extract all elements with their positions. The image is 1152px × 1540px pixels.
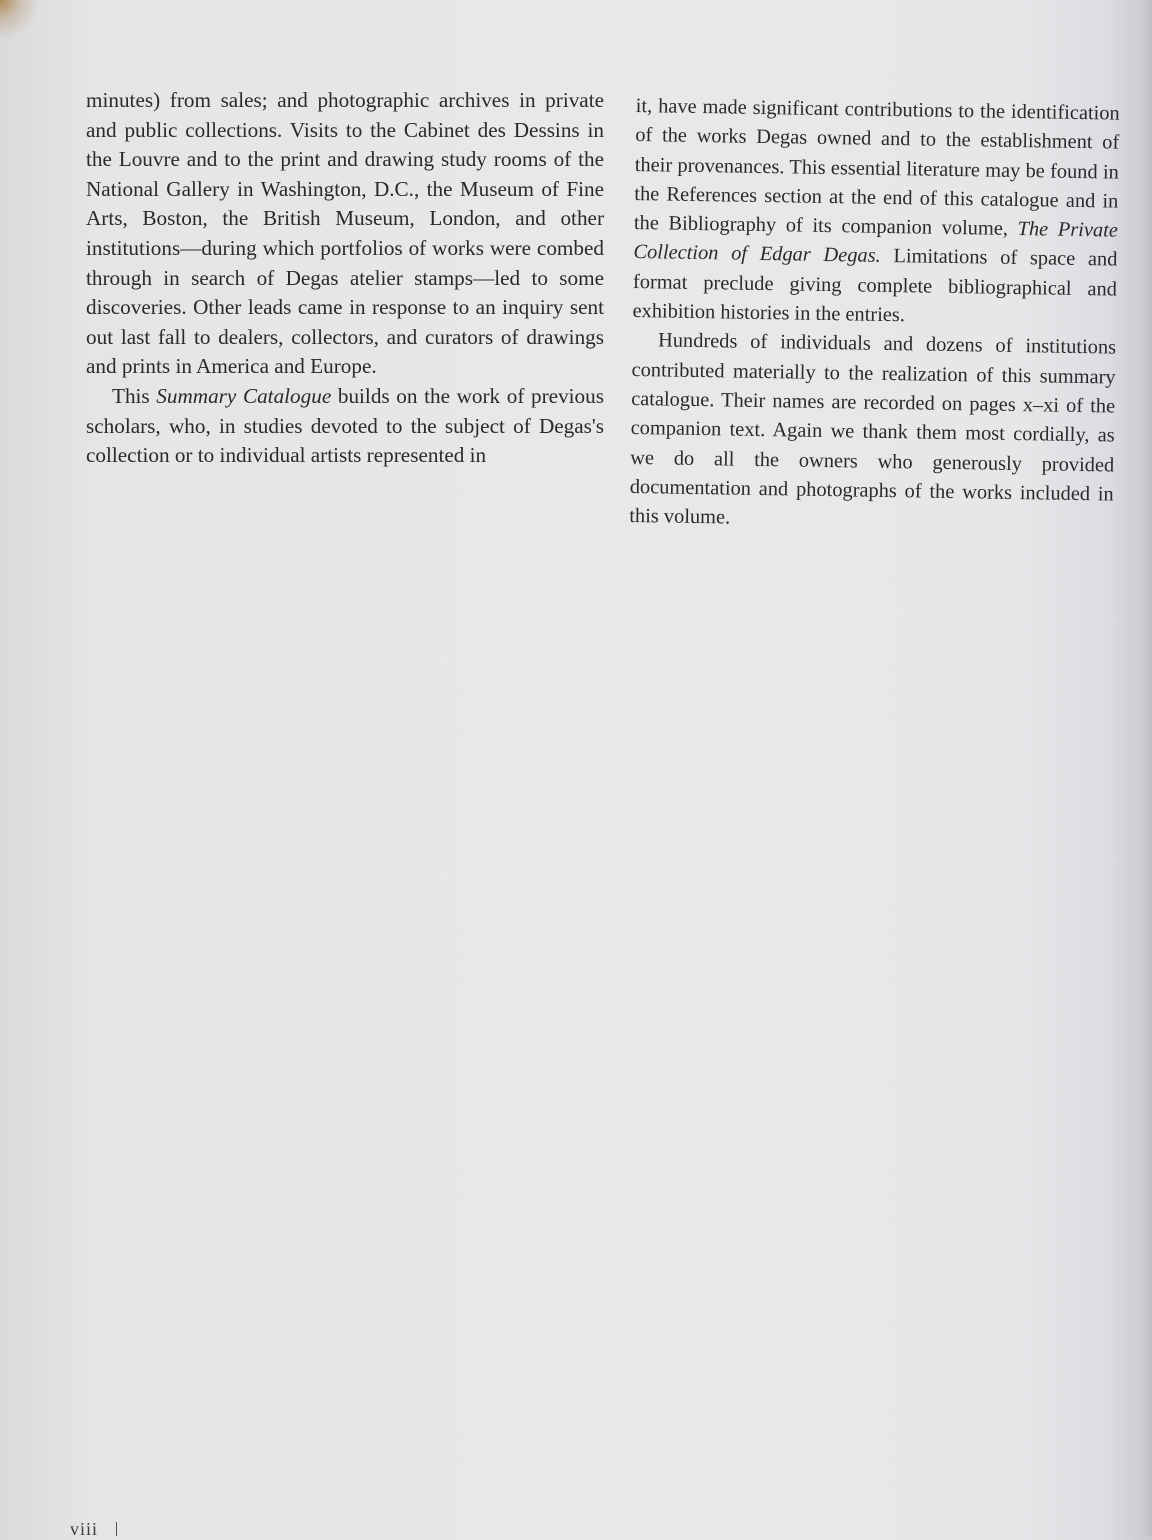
left-paragraph-1: minutes) from sales; and photographic archives in private and public collections. Visits to the Cabinet des Dessins in the Louvre and to the print and drawing study rooms of the National Gallery in Washington, D.C., the Museum of Fine Arts, Boston, the British Museum, London, and other institutions—during which portfolios of works were combed through in search of Degas atelier stamps—led to some discoveries. Other leads came in response to an inquiry sent out last fall to dealers, collectors, and curators of drawings and prints in America and Europe.	[86, 88, 604, 379]
right-paragraph-1-end: Limitations of space and format preclude giving complete bibliographical and exhibition histories in the entries.	[632, 245, 1118, 327]
right-paragraph-1-start: it, have made significant contributions to the identification of the works Degas owned and to the establishment of their provenances. This essential literature may be found in the References section at the end of this catalogue and in the Bibliography of its companion volume,	[633, 94, 1120, 241]
left-paragraph-2-start: This	[112, 383, 157, 408]
right-paragraph-1	[632, 92, 1120, 334]
corner-shadow	[0, 0, 40, 40]
folio-rule	[116, 1522, 117, 1536]
page-number: viii	[70, 1519, 99, 1539]
left-text-column	[86, 86, 604, 471]
left-paragraph-2-end: builds on the work of previous scholars, who, in studies devoted to the subject of Degas's collection or to individual artists represented in	[86, 383, 604, 468]
summary-catalogue-title: Summary Catalogue	[156, 383, 332, 408]
companion-volume-title: The Private Collection of Edgar Degas.	[633, 218, 1119, 268]
right-text-column	[629, 92, 1120, 539]
left-paragraph-2	[86, 382, 604, 471]
page-edge-shadow	[1122, 0, 1152, 1536]
right-paragraph-2: Hundreds of individuals and dozens of institutions contributed materially to the realization of this summary catalogue. Their names are recorded on pages x–xi of the companion text. Again we thank them most cordially, as we do all the owners who generously provided documentation and photographs of the works included in this volume.	[629, 329, 1117, 529]
